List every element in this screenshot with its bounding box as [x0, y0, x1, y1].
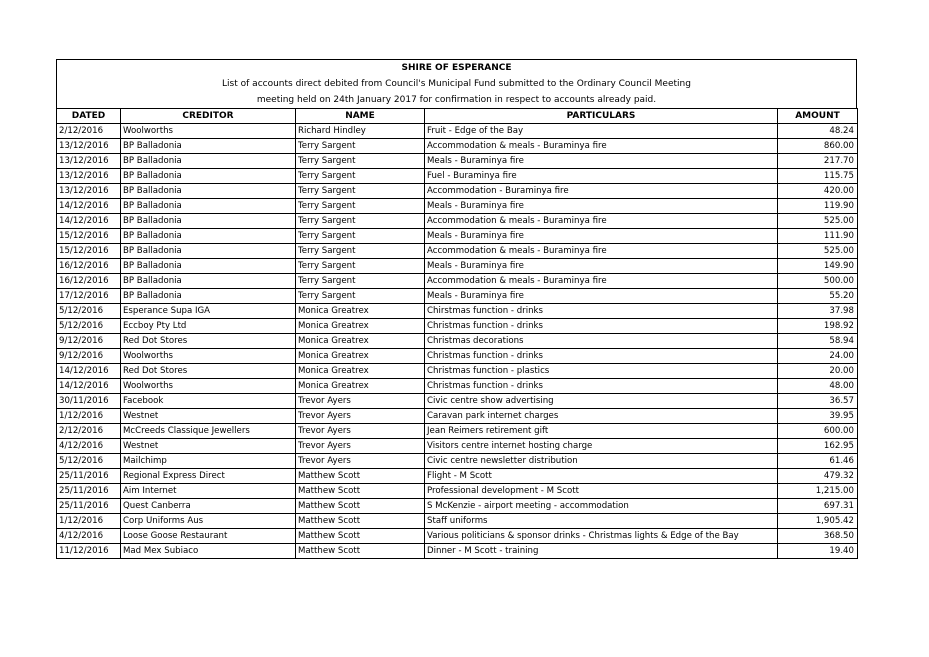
cell-name: Terry Sargent [296, 229, 425, 244]
cell-name: Terry Sargent [296, 199, 425, 214]
cell-name: Terry Sargent [296, 154, 425, 169]
cell-amount: 525.00 [778, 214, 858, 229]
cell-amount: 61.46 [778, 454, 858, 469]
table-row [57, 499, 858, 514]
cell-creditor: Mad Mex Subiaco [121, 544, 296, 559]
cell-creditor: BP Balladonia [121, 229, 296, 244]
cell-amount: 149.90 [778, 259, 858, 274]
cell-amount: 1,905.42 [778, 514, 858, 529]
cell-creditor: Woolworths [121, 124, 296, 139]
cell-amount: 39.95 [778, 409, 858, 424]
document-subtitle-line-1: List of accounts direct debited from Council's Municipal Fund submitted to the Ordinary Council Meeting [222, 79, 691, 89]
cell-dated: 13/12/2016 [57, 139, 121, 154]
cell-amount: 420.00 [778, 184, 858, 199]
cell-dated: 14/12/2016 [57, 199, 121, 214]
cell-dated: 9/12/2016 [57, 349, 121, 364]
cell-name: Terry Sargent [296, 214, 425, 229]
cell-name: Monica Greatrex [296, 349, 425, 364]
cell-name: Matthew Scott [296, 499, 425, 514]
column-header-particulars: PARTICULARS [425, 109, 778, 124]
cell-particulars: Accommodation & meals - Buraminya fire [425, 244, 778, 259]
cell-amount: 860.00 [778, 139, 858, 154]
column-header-amount: AMOUNT [778, 109, 858, 124]
table-row [57, 544, 858, 559]
cell-creditor: Esperance Supa IGA [121, 304, 296, 319]
table-row [57, 259, 858, 274]
cell-particulars: Christmas function - drinks [425, 379, 778, 394]
cell-name: Terry Sargent [296, 244, 425, 259]
cell-name: Matthew Scott [296, 469, 425, 484]
cell-creditor: BP Balladonia [121, 274, 296, 289]
cell-name: Terry Sargent [296, 259, 425, 274]
table-row [57, 439, 858, 454]
cell-dated: 5/12/2016 [57, 304, 121, 319]
cell-amount: 368.50 [778, 529, 858, 544]
cell-dated: 25/11/2016 [57, 484, 121, 499]
cell-dated: 13/12/2016 [57, 169, 121, 184]
cell-particulars: Meals - Buraminya fire [425, 154, 778, 169]
cell-creditor: BP Balladonia [121, 154, 296, 169]
cell-particulars: Dinner - M Scott - training [425, 544, 778, 559]
table-row [57, 379, 858, 394]
cell-amount: 525.00 [778, 244, 858, 259]
table-row [57, 169, 858, 184]
accounts-table [56, 108, 858, 559]
cell-name: Terry Sargent [296, 184, 425, 199]
cell-dated: 25/11/2016 [57, 469, 121, 484]
cell-dated: 15/12/2016 [57, 244, 121, 259]
cell-name: Trevor Ayers [296, 439, 425, 454]
table-row [57, 394, 858, 409]
cell-dated: 1/12/2016 [57, 514, 121, 529]
table-row [57, 199, 858, 214]
cell-particulars: Christmas function - plastics [425, 364, 778, 379]
cell-name: Terry Sargent [296, 169, 425, 184]
cell-creditor: BP Balladonia [121, 259, 296, 274]
cell-name: Richard Hindley [296, 124, 425, 139]
cell-particulars: Accommodation & meals - Buraminya fire [425, 274, 778, 289]
cell-dated: 13/12/2016 [57, 184, 121, 199]
cell-creditor: Quest Canberra [121, 499, 296, 514]
cell-creditor: Red Dot Stores [121, 334, 296, 349]
cell-particulars: Fruit - Edge of the Bay [425, 124, 778, 139]
table-row [57, 364, 858, 379]
table-row [57, 454, 858, 469]
cell-amount: 111.90 [778, 229, 858, 244]
cell-amount: 217.70 [778, 154, 858, 169]
table-row [57, 304, 858, 319]
column-header-name: NAME [296, 109, 425, 124]
table-row [57, 229, 858, 244]
cell-amount: 115.75 [778, 169, 858, 184]
table-row [57, 214, 858, 229]
cell-particulars: Accommodation & meals - Buraminya fire [425, 214, 778, 229]
column-header-dated: DATED [57, 109, 121, 124]
cell-particulars: Meals - Buraminya fire [425, 229, 778, 244]
cell-particulars: Accommodation & meals - Buraminya fire [425, 139, 778, 154]
cell-amount: 19.40 [778, 544, 858, 559]
cell-creditor: Aim Internet [121, 484, 296, 499]
cell-creditor: Loose Goose Restaurant [121, 529, 296, 544]
cell-particulars: Civic centre newsletter distribution [425, 454, 778, 469]
cell-amount: 48.24 [778, 124, 858, 139]
cell-name: Matthew Scott [296, 544, 425, 559]
cell-dated: 14/12/2016 [57, 214, 121, 229]
cell-dated: 5/12/2016 [57, 319, 121, 334]
cell-amount: 479.32 [778, 469, 858, 484]
cell-amount: 37.98 [778, 304, 858, 319]
cell-name: Trevor Ayers [296, 394, 425, 409]
table-row [57, 484, 858, 499]
cell-creditor: Westnet [121, 409, 296, 424]
cell-particulars: Chirstmas function - drinks [425, 304, 778, 319]
cell-name: Monica Greatrex [296, 319, 425, 334]
cell-amount: 58.94 [778, 334, 858, 349]
table-row [57, 244, 858, 259]
cell-amount: 500.00 [778, 274, 858, 289]
cell-particulars: Civic centre show advertising [425, 394, 778, 409]
cell-dated: 17/12/2016 [57, 289, 121, 304]
cell-dated: 4/12/2016 [57, 529, 121, 544]
cell-amount: 1,215.00 [778, 484, 858, 499]
cell-creditor: Corp Uniforms Aus [121, 514, 296, 529]
cell-creditor: Mailchimp [121, 454, 296, 469]
cell-dated: 4/12/2016 [57, 439, 121, 454]
cell-amount: 600.00 [778, 424, 858, 439]
cell-particulars: Staff uniforms [425, 514, 778, 529]
table-row [57, 334, 858, 349]
cell-dated: 14/12/2016 [57, 379, 121, 394]
cell-amount: 48.00 [778, 379, 858, 394]
cell-particulars: Professional development - M Scott [425, 484, 778, 499]
cell-name: Terry Sargent [296, 289, 425, 304]
cell-creditor: BP Balladonia [121, 139, 296, 154]
cell-creditor: Woolworths [121, 379, 296, 394]
cell-amount: 697.31 [778, 499, 858, 514]
table-row [57, 184, 858, 199]
table-body [57, 124, 858, 559]
cell-particulars: Meals - Buraminya fire [425, 199, 778, 214]
table-row [57, 424, 858, 439]
cell-dated: 25/11/2016 [57, 499, 121, 514]
cell-name: Trevor Ayers [296, 454, 425, 469]
cell-creditor: Facebook [121, 394, 296, 409]
cell-amount: 24.00 [778, 349, 858, 364]
cell-name: Monica Greatrex [296, 334, 425, 349]
cell-dated: 2/12/2016 [57, 124, 121, 139]
cell-particulars: Various politicians & sponsor drinks - Christmas lights & Edge of the Bay [425, 529, 778, 544]
cell-dated: 16/12/2016 [57, 274, 121, 289]
cell-amount: 198.92 [778, 319, 858, 334]
cell-amount: 162.95 [778, 439, 858, 454]
cell-creditor: McCreeds Classique Jewellers [121, 424, 296, 439]
cell-creditor: BP Balladonia [121, 244, 296, 259]
accounts-document [56, 59, 857, 559]
cell-dated: 9/12/2016 [57, 334, 121, 349]
cell-creditor: BP Balladonia [121, 169, 296, 184]
cell-particulars: S McKenzie - airport meeting - accommodation [425, 499, 778, 514]
document-header [56, 59, 857, 108]
cell-dated: 5/12/2016 [57, 454, 121, 469]
table-row [57, 409, 858, 424]
cell-creditor: Eccboy Pty Ltd [121, 319, 296, 334]
cell-name: Matthew Scott [296, 514, 425, 529]
table-row [57, 469, 858, 484]
cell-name: Trevor Ayers [296, 424, 425, 439]
cell-dated: 1/12/2016 [57, 409, 121, 424]
cell-name: Matthew Scott [296, 484, 425, 499]
cell-amount: 36.57 [778, 394, 858, 409]
document-title: SHIRE OF ESPERANCE [401, 63, 512, 73]
cell-name: Terry Sargent [296, 274, 425, 289]
cell-amount: 55.20 [778, 289, 858, 304]
cell-particulars: Meals - Buraminya fire [425, 259, 778, 274]
document-subtitle-line-2: meeting held on 24th January 2017 for confirmation in respect to accounts already paid. [256, 95, 657, 105]
cell-dated: 16/12/2016 [57, 259, 121, 274]
cell-particulars: Jean Reimers retirement gift [425, 424, 778, 439]
cell-particulars: Christmas function - drinks [425, 349, 778, 364]
cell-creditor: Regional Express Direct [121, 469, 296, 484]
cell-particulars: Caravan park internet charges [425, 409, 778, 424]
cell-creditor: BP Balladonia [121, 289, 296, 304]
cell-name: Trevor Ayers [296, 409, 425, 424]
cell-dated: 30/11/2016 [57, 394, 121, 409]
cell-amount: 20.00 [778, 364, 858, 379]
cell-particulars: Christmas decorations [425, 334, 778, 349]
cell-particulars: Accommodation - Buraminya fire [425, 184, 778, 199]
table-row [57, 319, 858, 334]
table-row [57, 529, 858, 544]
table-row [57, 274, 858, 289]
cell-dated: 14/12/2016 [57, 364, 121, 379]
cell-name: Monica Greatrex [296, 364, 425, 379]
table-row [57, 349, 858, 364]
table-row [57, 289, 858, 304]
table-row [57, 124, 858, 139]
cell-creditor: BP Balladonia [121, 199, 296, 214]
cell-dated: 13/12/2016 [57, 154, 121, 169]
cell-particulars: Visitors centre internet hosting charge [425, 439, 778, 454]
cell-creditor: Westnet [121, 439, 296, 454]
cell-name: Monica Greatrex [296, 379, 425, 394]
cell-dated: 2/12/2016 [57, 424, 121, 439]
cell-name: Matthew Scott [296, 529, 425, 544]
cell-dated: 11/12/2016 [57, 544, 121, 559]
cell-creditor: Woolworths [121, 349, 296, 364]
cell-creditor: BP Balladonia [121, 184, 296, 199]
cell-creditor: BP Balladonia [121, 214, 296, 229]
cell-particulars: Flight - M Scott [425, 469, 778, 484]
table-row [57, 514, 858, 529]
cell-name: Monica Greatrex [296, 304, 425, 319]
cell-creditor: Red Dot Stores [121, 364, 296, 379]
cell-particulars: Christmas function - drinks [425, 319, 778, 334]
table-row [57, 154, 858, 169]
cell-name: Terry Sargent [296, 139, 425, 154]
cell-particulars: Fuel - Buraminya fire [425, 169, 778, 184]
column-header-creditor: CREDITOR [121, 109, 296, 124]
cell-dated: 15/12/2016 [57, 229, 121, 244]
cell-amount: 119.90 [778, 199, 858, 214]
cell-particulars: Meals - Buraminya fire [425, 289, 778, 304]
table-header-row [57, 109, 858, 124]
table-row [57, 139, 858, 154]
